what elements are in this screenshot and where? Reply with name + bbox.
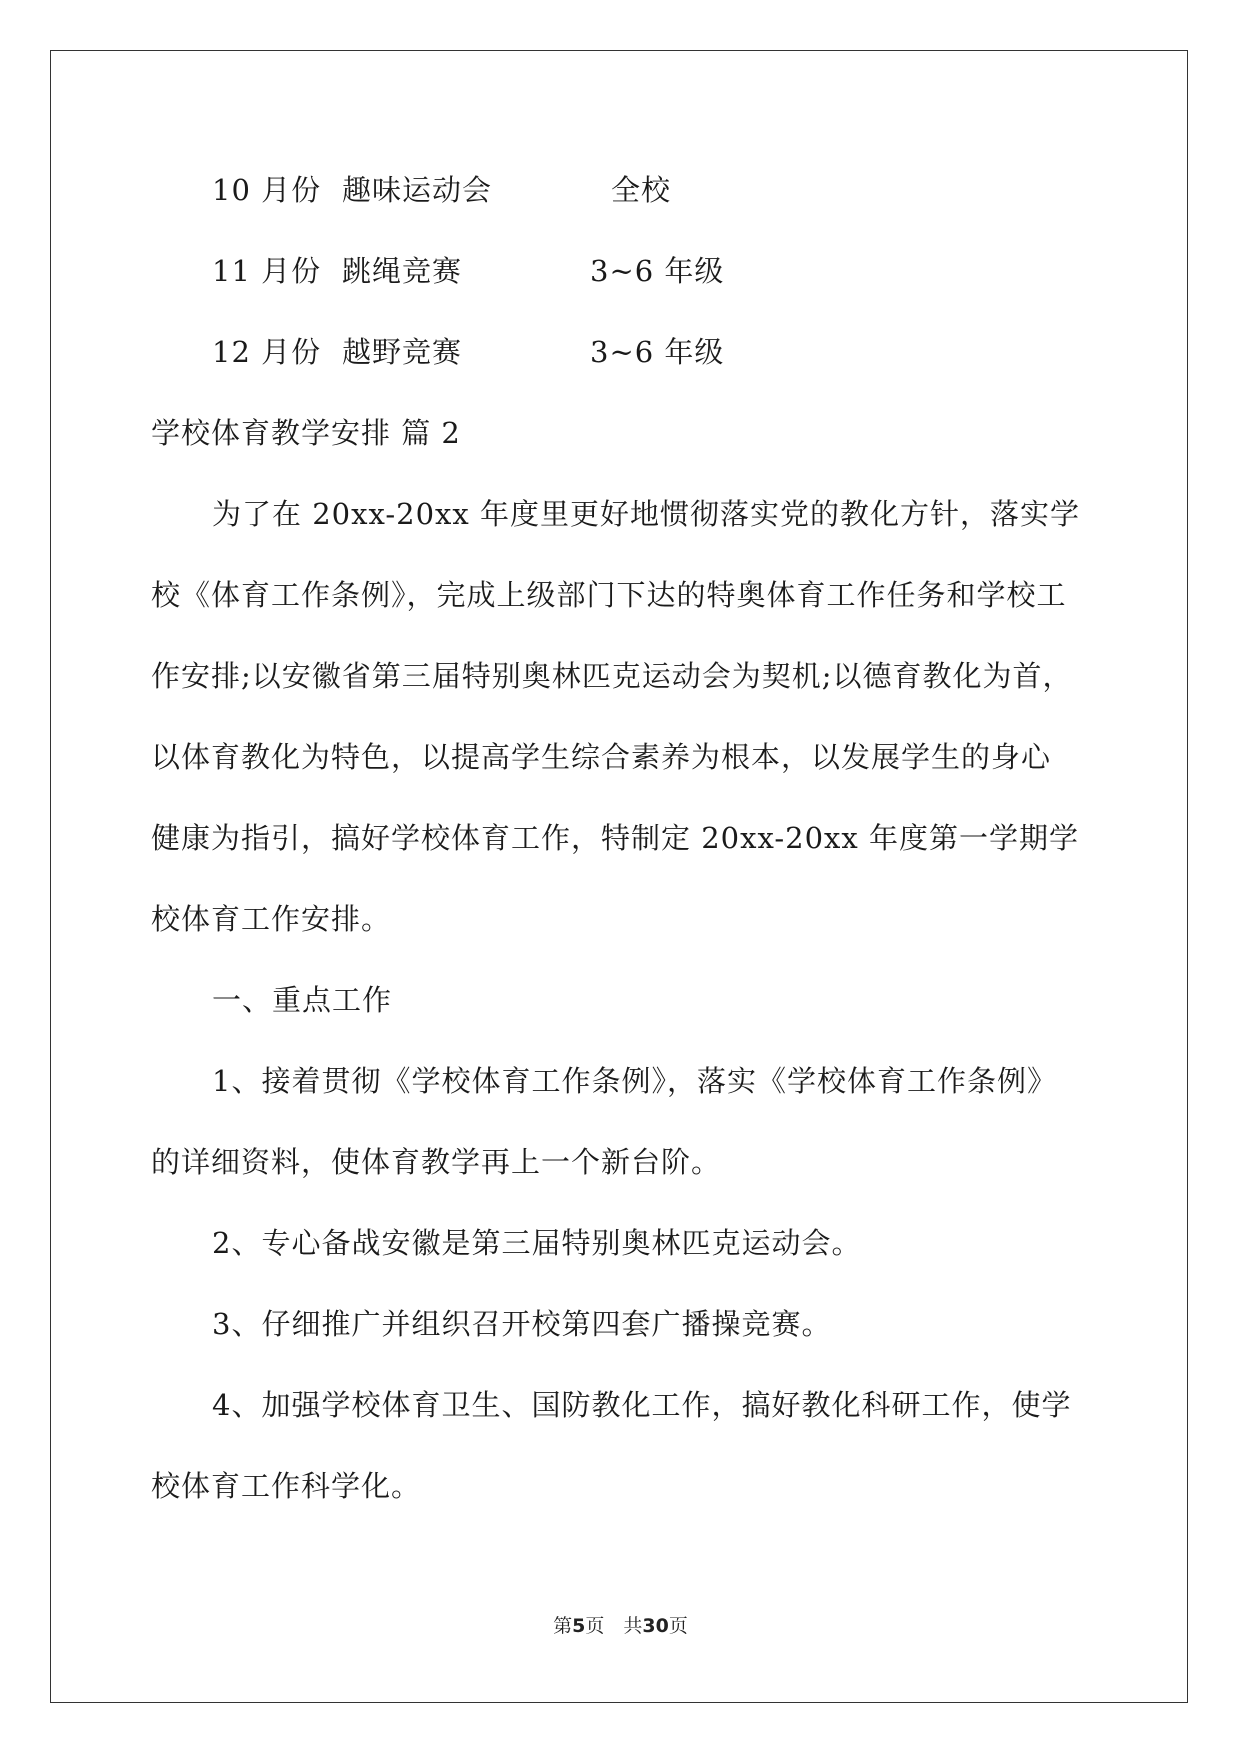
paragraph-line: 的详细资料，使体育教学再上一个新台阶。	[151, 1145, 722, 1179]
section-title: 学校体育教学安排 篇 2	[151, 416, 461, 450]
page-border	[50, 50, 1188, 1703]
paragraph-line: 校体育工作安排。	[151, 902, 392, 936]
schedule-event: 越野竞赛	[342, 335, 463, 369]
schedule-event: 趣味运动会	[342, 173, 493, 207]
footer-prefix: 第	[553, 1615, 573, 1637]
paragraph-line: 以体育教化为特色，以提高学生综合素养为根本，以发展学生的身心	[151, 740, 1052, 774]
footer-mid: 页 共	[585, 1615, 643, 1637]
schedule-target: 全校	[611, 173, 672, 207]
paragraph-line: 2、专心备战安徽是第三届特别奥林匹克运动会。	[212, 1226, 862, 1260]
paragraph-line: 为了在 20xx-20xx 年度里更好地惯彻落实党的教化方针，落实学	[212, 497, 1080, 531]
schedule-month: 10 月份	[212, 173, 322, 207]
schedule-event: 跳绳竞赛	[342, 254, 463, 288]
schedule-month: 12 月份	[212, 335, 322, 369]
schedule-target: 3~6 年级	[590, 335, 725, 369]
total-page-number: 30	[642, 1615, 669, 1637]
paragraph-line: 健康为指引，搞好学校体育工作，特制定 20xx-20xx 年度第一学期学	[151, 821, 1079, 855]
page-footer	[0, 1614, 1241, 1638]
paragraph-line: 校体育工作科学化。	[151, 1469, 422, 1503]
footer-suffix: 页	[668, 1615, 688, 1637]
schedule-target: 3~6 年级	[590, 254, 725, 288]
current-page-number: 5	[572, 1615, 586, 1637]
schedule-month: 11 月份	[212, 254, 322, 288]
paragraph-line: 4、加强学校体育卫生、国防教化工作，搞好教化科研工作，使学	[212, 1388, 1072, 1422]
subheading: 一、重点工作	[212, 983, 393, 1017]
paragraph-line: 作安排;以安徽省第三届特别奥林匹克运动会为契机;以德育教化为首，	[151, 659, 1073, 693]
paragraph-line: 3、仔细推广并组织召开校第四套广播操竞赛。	[212, 1307, 832, 1341]
paragraph-line: 1、接着贯彻《学校体育工作条例》，落实《学校体育工作条例》	[212, 1064, 1057, 1098]
paragraph-line: 校《体育工作条例》，完成上级部门下达的特奥体育工作任务和学校工	[151, 578, 1067, 612]
